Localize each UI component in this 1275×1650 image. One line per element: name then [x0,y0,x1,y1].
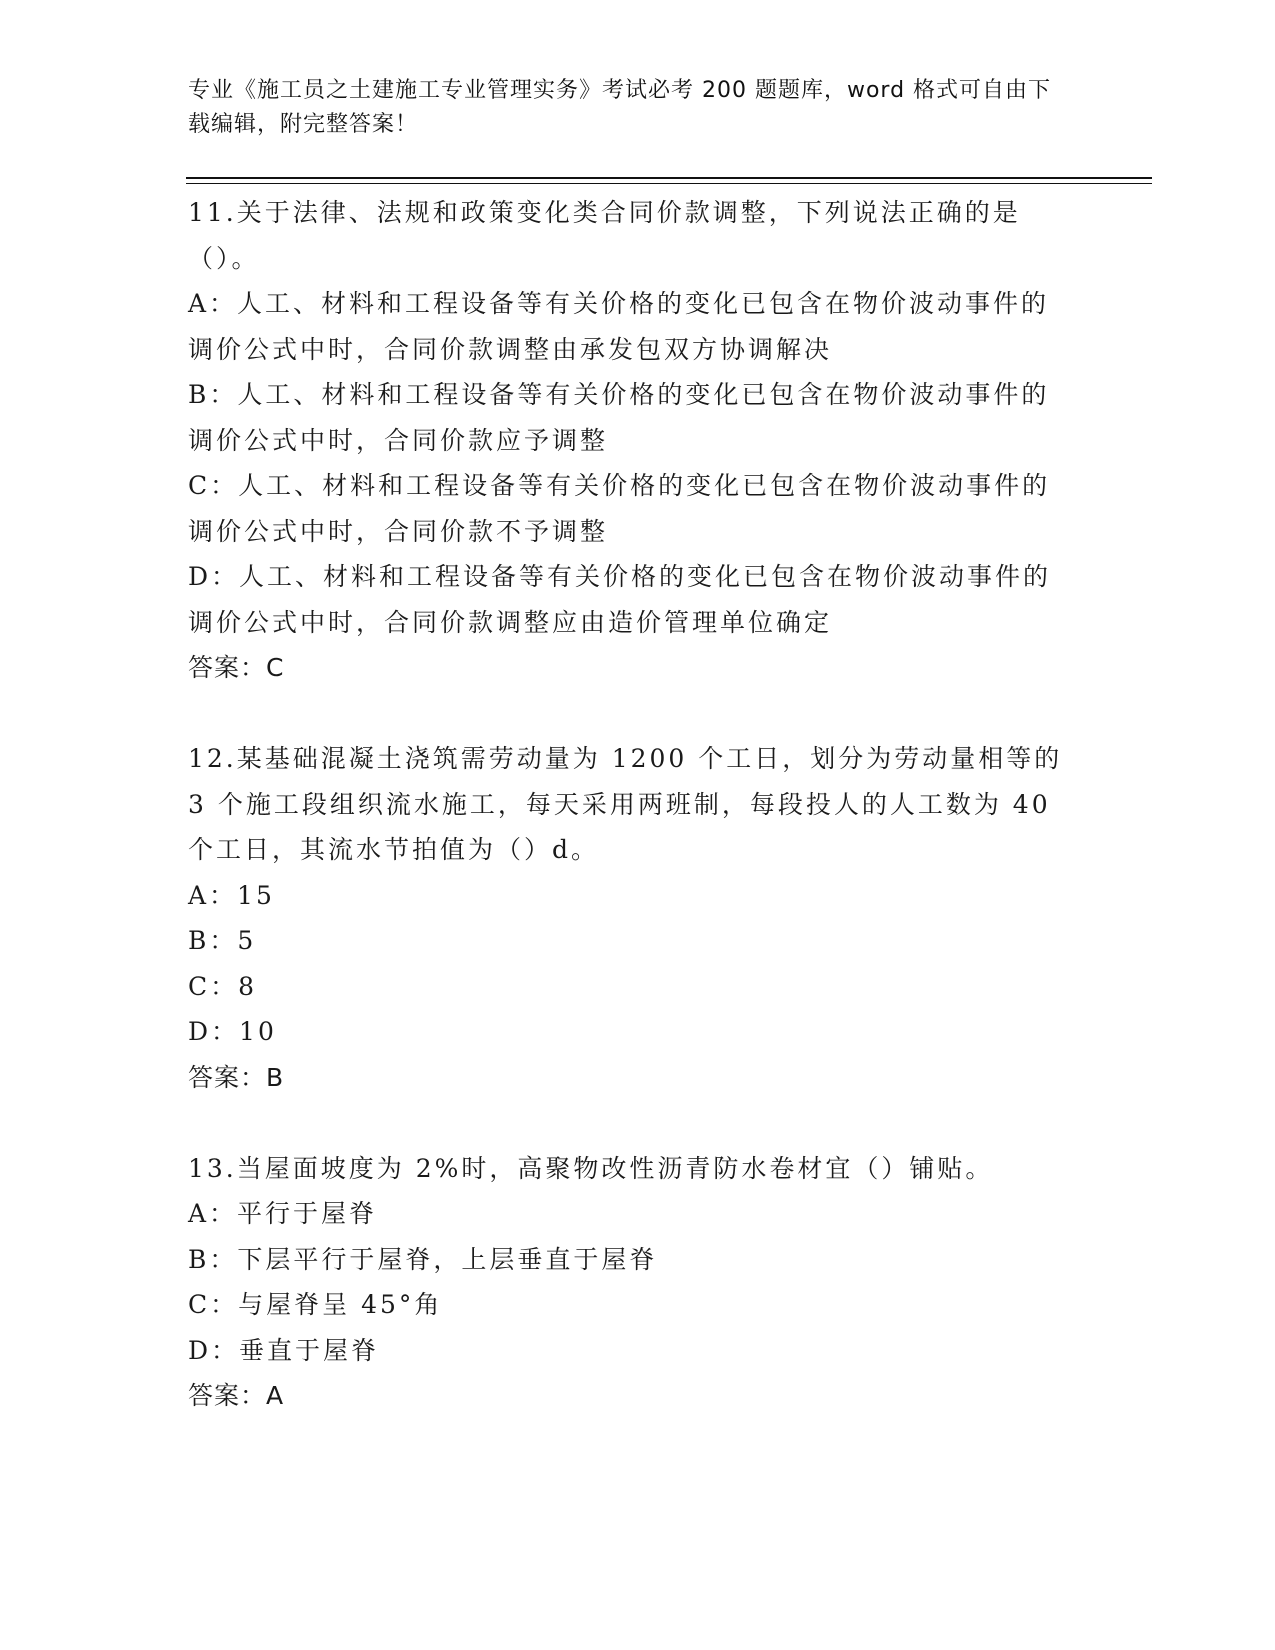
document-header: 专业《施工员之土建施工专业管理实务》考试必考 200 题题库，word 格式可自由下载编辑，附完整答案！ [188,78,1052,137]
option-d: D：人工、材料和工程设备等有关价格的变化已包含在物价波动事件的调价公式中时，合同价款调整应由造价管理单位确定 [188,562,1052,637]
question-list [188,190,1068,1419]
option-d: D：10 [188,1017,277,1046]
question-gap [188,1100,1068,1146]
option-d: D：垂直于屋脊 [188,1335,380,1365]
option-b: B：5 [188,926,257,955]
option-c: C：8 [188,971,258,1001]
question-13 [188,1146,1068,1419]
answer: 答案：B [188,1062,285,1092]
question-stem: 11.关于法律、法规和政策变化类合同价款调整，下列说法正确的是（）。 [188,198,1021,273]
question-stem: 12.某基础混凝土浇筑需劳动量为 1200 个工日，划分为劳动量相等的 3 个施工段组织流水施工，每天采用两班制，每段投人的人工数为 40 个工日，其流水节拍值为（）d。 [188,744,1063,864]
option-c: C：与屋脊呈 45°角 [188,1290,443,1319]
answer: 答案：C [188,653,285,682]
option-a: A：人工、材料和工程设备等有关价格的变化已包含在物价波动事件的调价公式中时，合同价款调整由承发包双方协调解决 [188,289,1050,364]
answer: 答案：A [188,1381,285,1410]
option-a: A：15 [188,880,275,910]
header-rule-thick [186,177,1152,179]
option-c: C：人工、材料和工程设备等有关价格的变化已包含在物价波动事件的调价公式中时，合同价款不予调整 [188,471,1051,546]
question-12 [188,736,1068,1100]
question-11 [188,190,1068,691]
option-b: B：下层平行于屋脊，上层垂直于屋脊 [188,1244,658,1274]
question-gap [188,691,1068,737]
option-a: A：平行于屋脊 [188,1199,378,1228]
option-b: B：人工、材料和工程设备等有关价格的变化已包含在物价波动事件的调价公式中时，合同价款应予调整 [188,380,1050,455]
question-stem: 13.当屋面坡度为 2%时，高聚物改性沥青防水卷材宜（）铺贴。 [188,1153,994,1183]
header-rule-thin [186,183,1152,184]
